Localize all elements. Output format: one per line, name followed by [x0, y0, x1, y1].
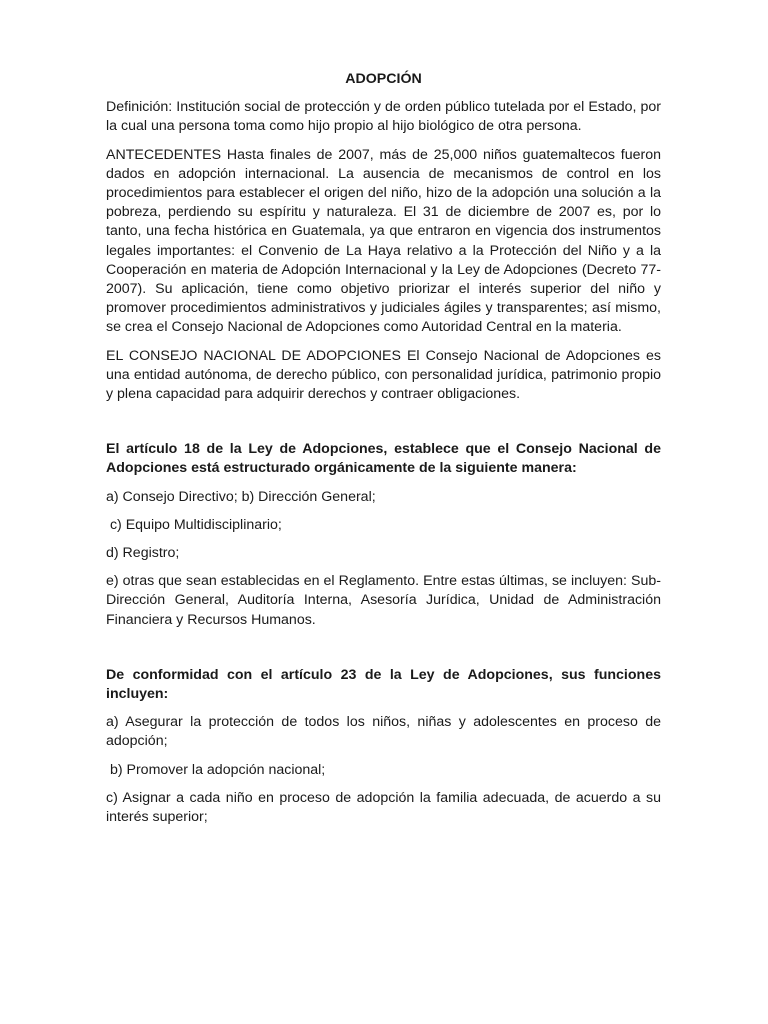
articulo-23-item-c: c) Asignar a cada niño en proceso de adopción la familia adecuada, de acuerdo a su interés superior; — [106, 789, 661, 826]
articulo-23-item-a: a) Asegurar la protección de todos los niños, niñas y adolescentes en proceso de adopción; — [106, 714, 661, 750]
articulo-18-item-d: d) Registro; — [106, 545, 180, 562]
articulo-18-item-e: e) otras que sean establecidas en el Reglamento. Entre estas últimas, se incluyen: Sub-Dirección General, Auditoría Interna, Asesoría Jurídica, Unidad de Administración Financiera y Recursos Humanos. — [106, 573, 661, 628]
articulo-18-item-c: c) Equipo Multidisciplinario; — [106, 516, 282, 533]
document-page — [106, 70, 661, 836]
document-title: ADOPCIÓN — [345, 71, 422, 87]
articulo-23-item-b: b) Promover la adopción nacional; — [106, 761, 326, 778]
definition-paragraph: Definición: Institución social de protección y de orden público tutelada por el Estado, por la cual una persona toma como hijo propio al hijo biológico de otra persona. — [106, 99, 661, 135]
articulo-18-heading: El artículo 18 de la Ley de Adopciones, establece que el Consejo Nacional de Adopciones está estructurado orgánicamente de la siguiente manera: — [106, 441, 661, 477]
antecedentes-paragraph: ANTECEDENTES Hasta finales de 2007, más de 25,000 niños guatemaltecos fueron dados en adopción internacional. La ausencia de mecanismos de control en los procedimientos para establecer el origen del niño, hizo de la adopción una solución a la pobreza, perdiendo su espíritu y naturaleza. El 31 de diciembre de 2007 es, por lo tanto, una fecha histórica en Guatemala, ya que entraron en vigencia dos instrumentos legales importantes: el Convenio de La Haya relativo a la Protección del Niño y a la Cooperación en materia de Adopción Internacional y la Ley de Adopciones (Decreto 77-2007). Su aplicación, tiene como objetivo priorizar el interés superior del niño y promover procedimientos administrativos y judiciales ágiles y transparentes; así mismo, se crea el Consejo Nacional de Adopciones como Autoridad Central en la materia. — [106, 146, 661, 336]
articulo-18-item-a-b: a) Consejo Directivo; b) Dirección General; — [106, 488, 376, 505]
consejo-paragraph: EL CONSEJO NACIONAL DE ADOPCIONES El Consejo Nacional de Adopciones es una entidad autónoma, de derecho público, con personalidad jurídica, patrimonio propio y plena capacidad para adquirir derechos y contraer obligaciones. — [106, 347, 661, 403]
articulo-23-heading: De conformidad con el artículo 23 de la Ley de Adopciones, sus funciones incluyen: — [106, 666, 661, 703]
